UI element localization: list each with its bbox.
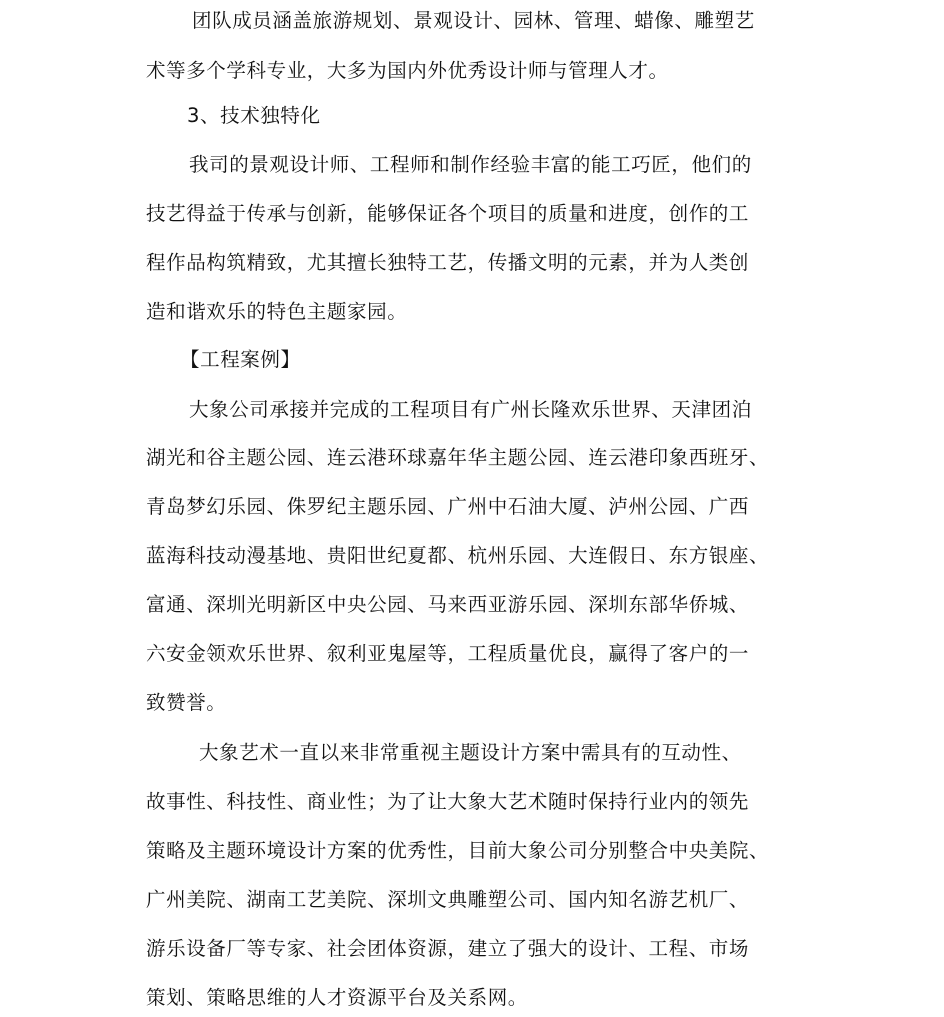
- text-line: 游乐设备厂等专家、社会团体资源，建立了强大的设计、工程、市场: [146, 937, 750, 960]
- text-line: 大象公司承接并完成的工程项目有广州长隆欢乐世界、天津团泊: [189, 398, 752, 421]
- text-line: 策略及主题环境设计方案的优秀性，目前大象公司分别整合中央美院、: [146, 839, 770, 862]
- text-line: 故事性、科技性、商业性；为了让大象大艺术随时保持行业内的领先: [146, 790, 750, 813]
- text-line: 青岛梦幻乐园、侏罗纪主题乐园、广州中石油大厦、泸州公园、广西: [146, 495, 750, 518]
- text-line: 策划、策略思维的人才资源平台及关系网。: [146, 986, 528, 1009]
- text-line: 广州美院、湖南工艺美院、深圳文典雕塑公司、国内知名游艺机厂、: [146, 888, 750, 911]
- text-line: 蓝海科技动漫基地、贵阳世纪夏都、杭州乐园、大连假日、东方银座、: [146, 544, 770, 567]
- text-line: 造和谐欢乐的特色主题家园。: [146, 300, 408, 323]
- text-line: 致赞誉。: [146, 691, 227, 714]
- section-heading: 3、技术独特化: [187, 104, 321, 127]
- text-line: 六安金领欢乐世界、叙利亚鬼屋等，工程质量优良，赢得了客户的一: [146, 642, 750, 665]
- text-line: 技艺得益于传承与创新，能够保证各个项目的质量和进度，创作的工: [146, 202, 750, 225]
- text-line: 程作品构筑精致，尤其擅长独特工艺，传播文明的元素，并为人类创: [146, 251, 750, 274]
- text-line: 我司的景观设计师、工程师和制作经验丰富的能工巧匠，他们的: [189, 153, 752, 176]
- section-heading: 【工程案例】: [180, 348, 301, 371]
- text-line: 富通、深圳光明新区中央公园、马来西亚游乐园、深圳东部华侨城、: [146, 593, 750, 616]
- text-line: 大象艺术一直以来非常重视主题设计方案中需具有的互动性、: [199, 741, 742, 764]
- text-line: 术等多个学科专业，大多为国内外优秀设计师与管理人才。: [146, 59, 669, 82]
- text-line: 湖光和谷主题公园、连云港环球嘉年华主题公园、连云港印象西班牙、: [146, 446, 770, 469]
- text-line: 团队成员涵盖旅游规划、景观设计、园林、管理、蜡像、雕塑艺: [192, 9, 755, 32]
